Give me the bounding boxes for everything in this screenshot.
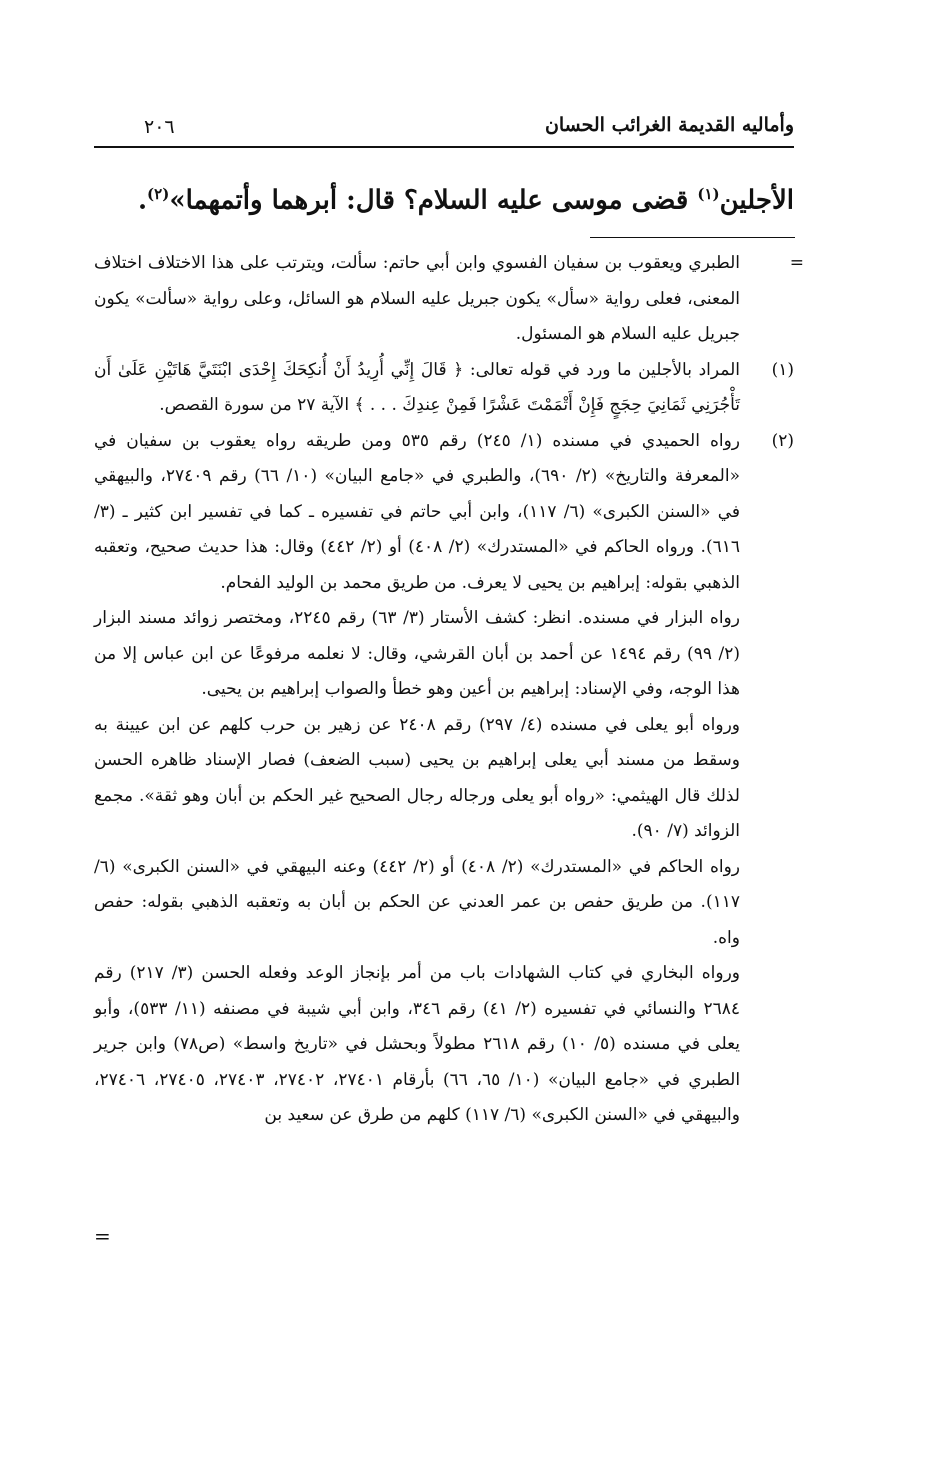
continuation-marker: =: [789, 253, 804, 273]
footnote-ref-2: (٢): [147, 185, 170, 203]
main-text-start: الأجلين: [719, 185, 794, 216]
footnotes: [94, 246, 804, 1134]
footnote-2: [94, 424, 794, 602]
footnote-2-paragraph: رواه الحميدي في مسنده (١/ ٢٤٥) رقم ٥٣٥ ومن طريقه رواه يعقوب بن سفيان في «المعرفة والتاريخ» (٢/ ٦٩٠)، والطبري في «جامع البيان» (١٠/ ٦٦) رقم ٢٧٤٠٩، والبيهقي في «السنن الكبرى» (٦/ ١١٧)، وابن أبي حاتم في تفسيره ـ كما في تفسير ابن كثير ـ (٣/ ٦١٦). ورواه الحاكم في «المستدرك» (٢/ ٤٠٨) أو (٢/ ٤٤٢) وقال: هذا حديث صحيح، وتعقبه الذهبي بقوله: إبراهيم بن يحيى لا يعرف. من طريق محمد بن الوليد الفحام.: [94, 430, 741, 593]
page-header: [94, 112, 794, 148]
footnote-separator: [590, 237, 795, 238]
footnote-2-paragraph: ورواه البخاري في كتاب الشهادات باب من أمر بإنجاز الوعد وفعله الحسن (٣/ ٢١٧) رقم ٢٦٨٤ والنسائي في تفسيره (٢/ ٤١) رقم ٣٤٦، وابن أبي شيبة في مصنفه (١١/ ٥٣٣)، وأبو يعلى في مسنده (٥/ ١٠) رقم ٢٦١٨ مطولاً وبحشل في «تاريخ واسط» (ص٧٨) وابن جرير الطبري في «جامع البيان» (١٠/ ٦٥، ٦٦) بأرقام ٢٧٤٠١، ٢٧٤٠٢، ٢٧٤٠٣، ٢٧٤٠٥، ٢٧٤٠٦، والبيهقي في «السنن الكبرى» (٦/ ١١٧) كلهم من طرق عن سعيد بن: [94, 963, 741, 1125]
footnote-2-marker: (٢): [771, 430, 794, 451]
main-text: [94, 172, 794, 223]
footnote-ref-1: (١): [697, 185, 720, 203]
page-number: ٢٠٦: [144, 116, 175, 138]
footnote-1-text: المراد بالأجلين ما ورد في قوله تعالى: ﴿ قَالَ إِنِّي أُرِيدُ أَنْ أُنكِحَكَ إِحْدَى ابْنَتَيَّ هَاتَيْنِ عَلَىٰ أَن تَأْجُرَنِي ثَمَانِيَ حِجَجٍ فَإِنْ أَتْمَمْتَ عَشْرًا فَمِنْ عِندِكَ . . . ﴾ الآية ٢٧ من سورة القصص.: [94, 359, 740, 415]
running-title: وأماليه القديمة الغرائب الحسان: [544, 114, 794, 136]
main-text-end: .: [137, 185, 148, 216]
footnote-1-marker: (١): [771, 359, 794, 380]
continues-marker: =: [94, 1224, 111, 1248]
footnote-continued-text: الطبري ويعقوب بن سفيان الفسوي وابن أبي حاتم: سألت، ويترتب على هذا الاختلاف اختلاف المعنى، فعلى رواية «سأل» يكون جبريل عليه السلام هو السائل، وعلى رواية «سألت» يكون جبريل عليه السلام هو المسئول.: [94, 253, 740, 344]
footnote-continued: [94, 246, 804, 353]
main-text-middle: قضى موسى عليه السلام؟ قال: أبرهما وأتمهما»: [169, 185, 698, 216]
footnote-2-paragraph: رواه البزار في مسنده. انظر: كشف الأستار (٣/ ٦٣) رقم ٢٢٤٥، ومختصر زوائد مسند البزار (٢/ ٩٩) رقم ١٤٩٤ عن أحمد بن أبان القرشي، وقال: لا نعلمه مرفوعًا عن ابن عباس إلا من هذا الوجه، وفي الإسناد: إبراهيم بن أعين وهو خطأ والصواب إبراهيم بن يحيى.: [94, 608, 740, 699]
footnote-2-paragraph: ورواه أبو يعلى في مسنده (٤/ ٢٩٧) رقم ٢٤٠٨ عن زهير بن حرب كلهم عن ابن عيينة به وسقط من مسند أبي يعلى إبراهيم بن يحيى (سبب الضعف) فصار الإسناد ظاهره الحسن لذلك قال الهيثمي: «رواه أبو يعلى ورجاله رجال الصحيح غير الحكم بن أبان وهو ثقة». مجمع الزوائد (٧/ ٩٠).: [94, 714, 741, 841]
footnote-2-paragraph: رواه الحاكم في «المستدرك» (٢/ ٤٠٨) أو (٢/ ٤٤٢) وعنه البيهقي في «السنن الكبرى» (٦/ ١١٧). من طريق حفص بن عمر العدني عن الحكم بن أبان به وتعقبه الذهبي بقوله: حفص واه.: [94, 856, 741, 948]
footnote-1: [94, 353, 794, 424]
